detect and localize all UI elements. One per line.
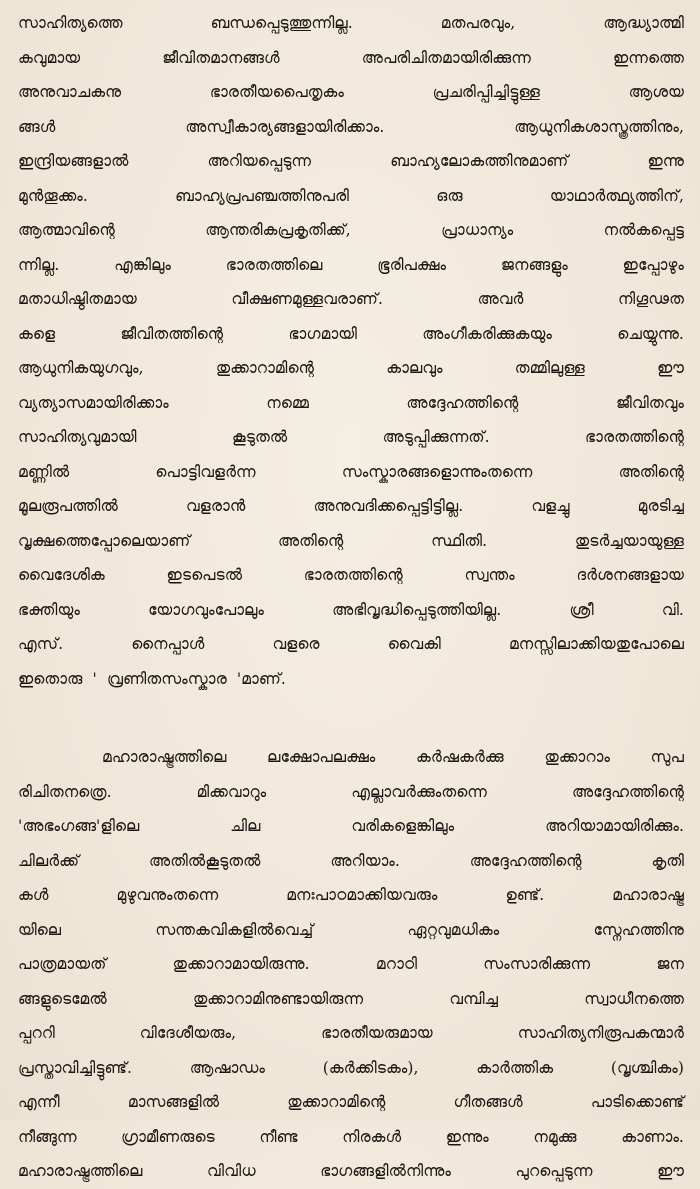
paragraph-1 [18, 6, 684, 696]
text-line: കവുമായ ജീവിതമാനങ്ങൾ അപരിചിതമായിരിക്കുന്ന ഇന്നത്തെ [18, 48, 684, 67]
text-line: ആധുനികയുഗവും, തുക്കാറാമിന്റെ കാലവും തമ്മിലുള്ള ഈ [18, 359, 684, 377]
text-line: വൃക്ഷത്തെപ്പോലെയാണ് അതിന്റെ സ്ഥിതി. തുടർച്ചയായുള്ള [18, 531, 684, 550]
text-line: വ്യത്യാസമായിരിക്കാം നമ്മെ അദ്ദേഹത്തിന്റെ ജീവിതവും [18, 393, 684, 412]
text-line: കളെ ജീവിതത്തിന്റെ ഭാഗമായി അംഗീകരിക്കുകയും ചെയ്യുന്നു. [18, 324, 684, 343]
text-line: ഇന്ദ്രിയങ്ങളാൽ അറിയപ്പെടുന്ന ബാഹ്യലോകത്തിനുമാണ് ഇന്നു [18, 152, 684, 170]
paragraph-gap [18, 696, 684, 740]
text-line: മണ്ണിൽ പൊട്ടിവളർന്ന സംസ്കാരങ്ങളൊന്നുംതന്നെ അതിന്റെ [18, 462, 684, 481]
text-line: ങ്ങളുടെമേൽ തുക്കാറാമിനുണ്ടായിരുന്ന വമ്പിച്ച സ്വാധീനത്തെ [18, 989, 684, 1008]
text-line: 'അഭംഗങ്ങ'ളിലെ ചില വരികളെങ്കിലും അറിയാമായിരിക്കും. [18, 817, 684, 835]
text-line: വൈദേശിക ഇടപെടൽ ഭാരതത്തിന്റെ സ്വന്തം ദർശനങ്ങളായ [18, 566, 684, 584]
text-line: എന്നീ മാസങ്ങളിൽ തുക്കാറാമിന്റെ ഗീതങ്ങൾ പാടിക്കൊണ്ട് [18, 1093, 684, 1111]
text-line: പ്പററി വിദേശീയരും, ഭാരതീയരുമായ സാഹിത്യനിരൂപകന്മാർ [18, 1024, 684, 1042]
text-line: മഹാരാഷ്ട്രത്തിലെ വിവിധ ഭാഗങ്ങളിൽനിന്നും പുറപ്പെടുന്ന ഈ [18, 1162, 684, 1180]
text-line: ഭക്തിയും യോഗവുംപോലും അഭിവൃദ്ധിപ്പെടുത്തിയില്ല. ശ്രീ വി. [18, 600, 684, 619]
text-line: രിചിതനത്രെ. മിക്കവാറും എല്ലാവർക്കുംതന്നെ അദ്ദേഹത്തിന്റെ [18, 782, 684, 801]
text-line: പാത്രമായത് തുക്കാറാമായിരുന്നു. മറാഠി സംസാരിക്കുന്ന ജന [18, 955, 684, 973]
text-line: മൂലരൂപത്തിൽ വളരാൻ അനുവദിക്കപ്പെട്ടിട്ടില്ല. വളച്ചു മുരടിച്ച [18, 497, 684, 515]
text-line: എസ്. നൈപ്പാൾ വളരെ വൈകി മനസ്സിലാക്കിയതുപോലെ [18, 635, 684, 653]
paragraph-2 [18, 740, 684, 1189]
text-line: സാഹിത്യത്തെ ബന്ധപ്പെടുത്തുന്നില്ല. മതപരവും, ആദ്ധ്യാത്മി [18, 14, 684, 32]
text-line: മതാധിഷ്ഠിതമായ വീക്ഷണമുള്ളവരാണ്. അവർ നിഗൂഢത [18, 290, 684, 308]
text-line: ആത്മാവിന്റെ ആന്തരികപ്രകൃതിക്ക്, പ്രാധാന്യം നൽകപ്പെട്ട [18, 221, 684, 239]
text-line: അനുവാചകനു ഭാരതീയപൈതൃകം പ്രചരിപ്പിച്ചിട്ടുള്ള ആശയ [18, 83, 684, 101]
text-line: ചിലർക്ക് അതിൽകൂടുതൽ അറിയാം. അദ്ദേഹത്തിന്റെ കൃതി [18, 851, 684, 870]
text-line: മഹാരാഷ്ട്രത്തിലെ ലക്ഷോപലക്ഷം കർഷകർക്കു തുക്കാറാം സുപ [102, 748, 684, 766]
text-line: നീങ്ങുന്ന ഗ്രാമീണരുടെ നീണ്ട നിരകൾ ഇന്നും നമുക്കു കാണാം. [18, 1127, 684, 1146]
text-line: മുൻതൂക്കം. ബാഹ്യപ്രപഞ്ചത്തിനുപരി ഒരു യാഥാർത്ഥ്യത്തിന്, [18, 186, 684, 205]
text-line: ഇതൊരു ' വ്രണിതസംസ്കാര 'മാണ്. [18, 669, 286, 688]
text-line: യിലെ സന്തകവികളിൽവെച്ച് ഏറ്റവുമധികം സ്നേഹത്തിനു [18, 920, 684, 939]
text-line: പ്രസ്താവിച്ചിട്ടുണ്ട്. ആഷാഡം (കർക്കിടകം), കാർത്തിക (വൃശ്ചികം) [18, 1058, 684, 1077]
text-line: സാഹിത്യവുമായി കൂടുതൽ അടുപ്പിക്കുന്നത്. ഭാരതത്തിന്റെ [18, 428, 684, 446]
text-line: കൾ മുഴുവനുംതന്നെ മനഃപാഠമാക്കിയവരും ഉണ്ട്. മഹാരാഷ്ട്ര [18, 886, 684, 904]
text-line: ങ്ങൾ അസ്വീകാര്യങ്ങളായിരിക്കാം. ആധുനികശാസ്ത്രത്തിനും, [18, 117, 684, 136]
text-line: ന്നില്ല. എങ്കിലും ഭാരതത്തിലെ ഭൂരിപക്ഷം ജനങ്ങളും ഇപ്പോഴും [18, 255, 684, 274]
